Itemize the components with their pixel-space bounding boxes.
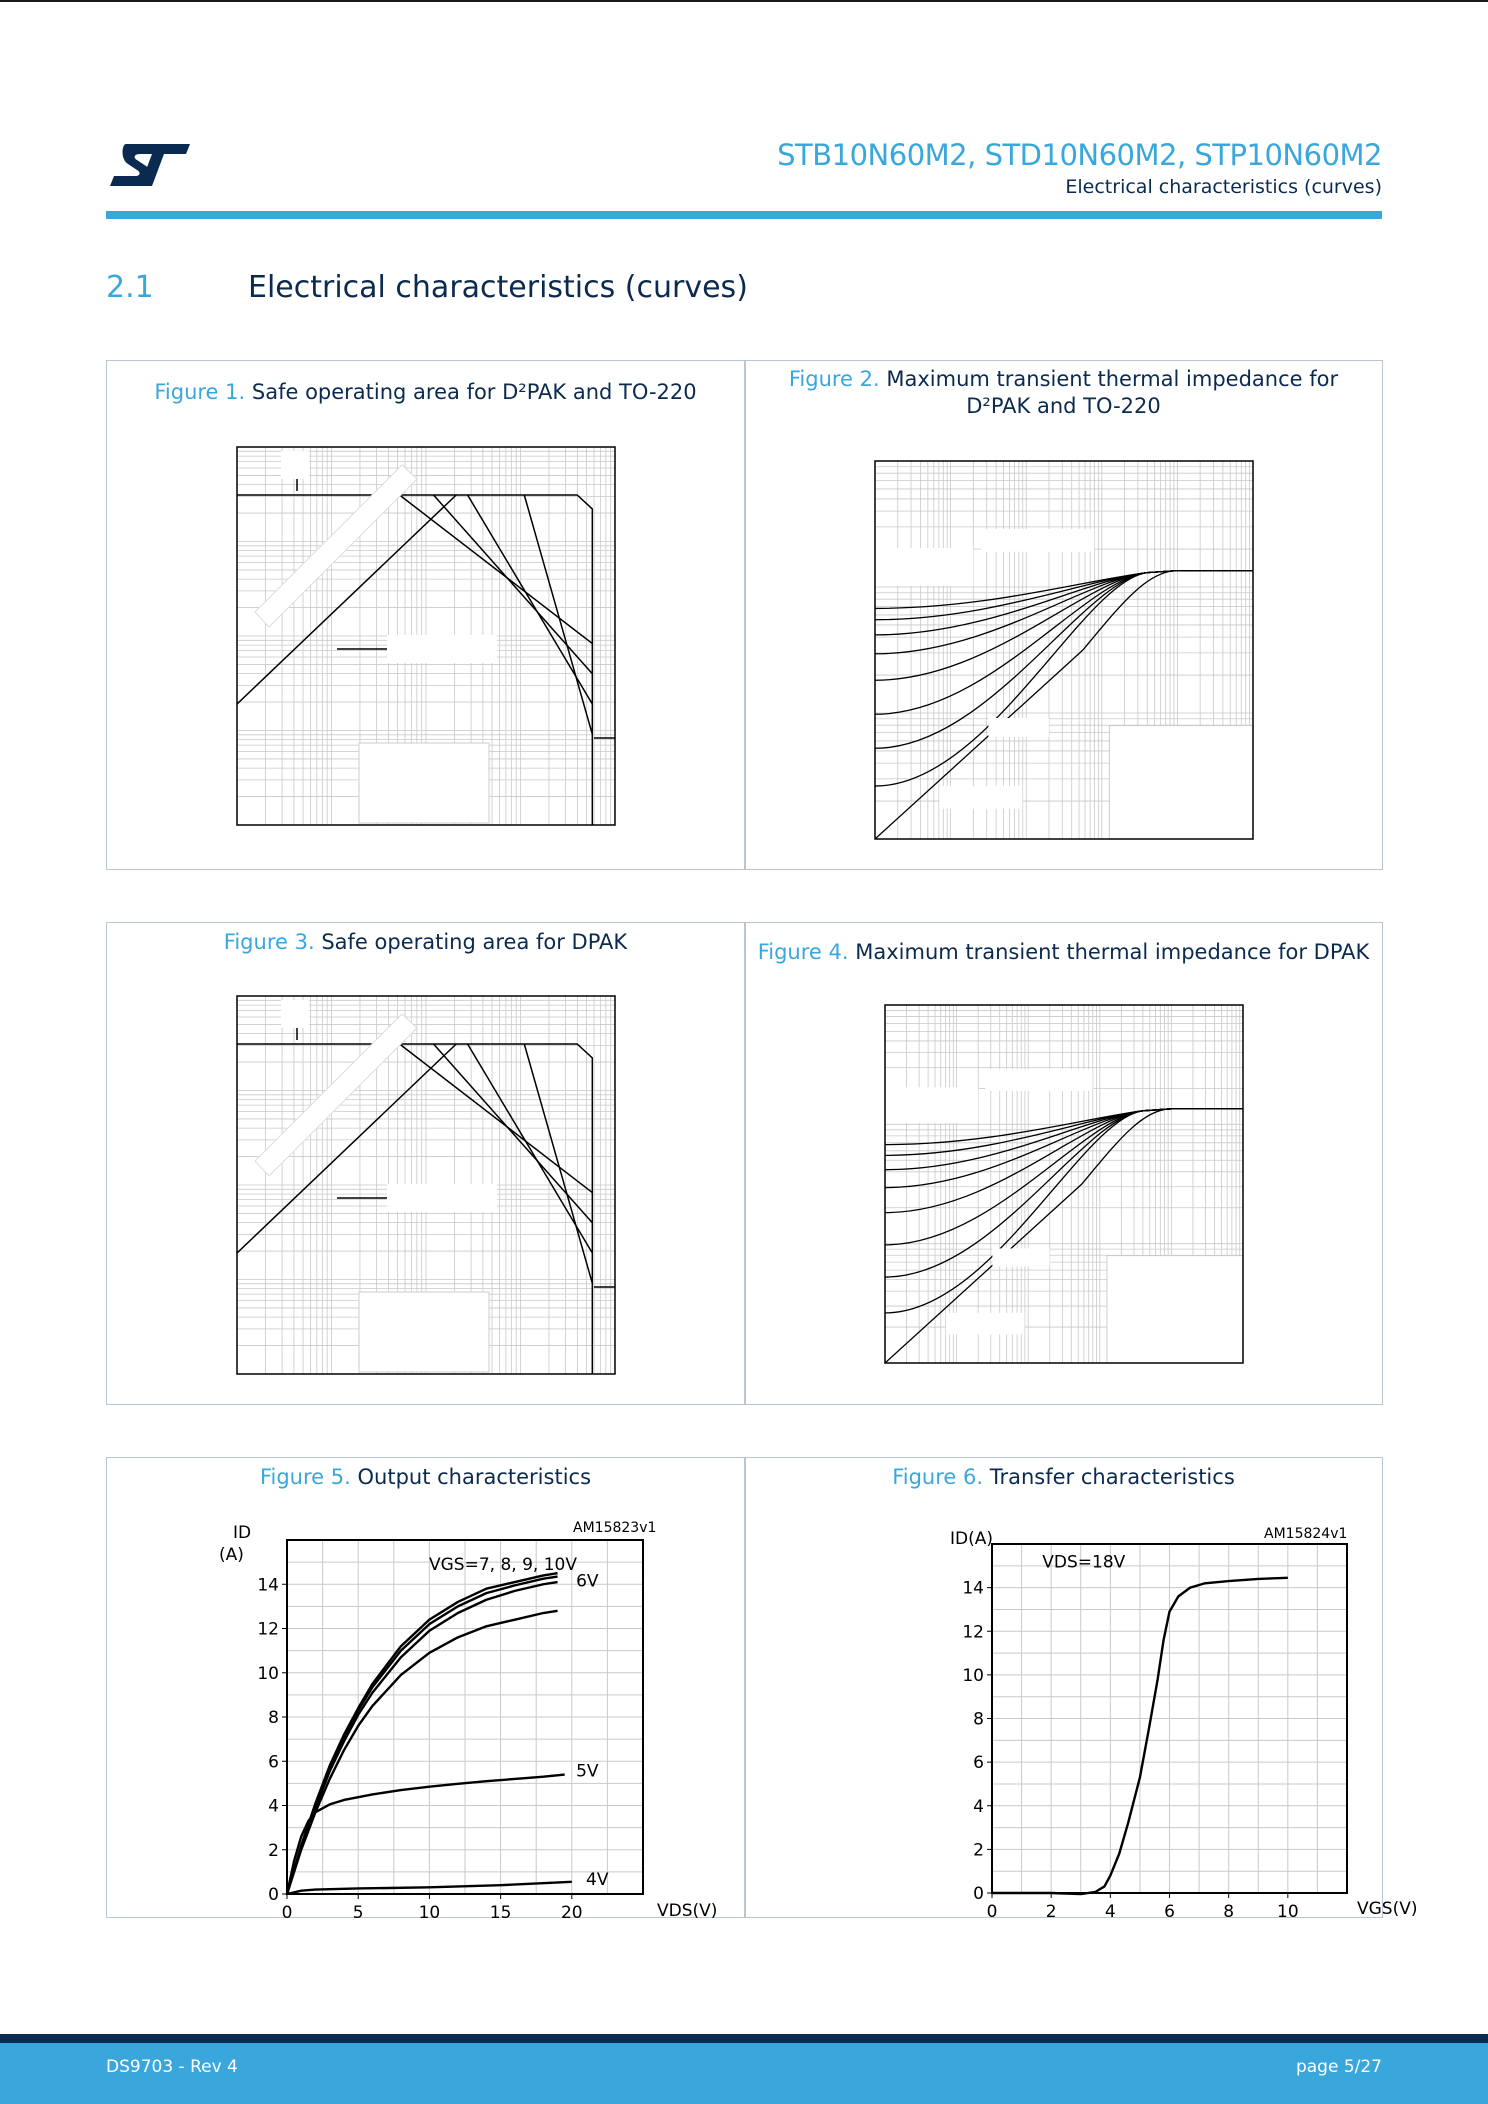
duty-cycle-curve <box>875 571 1253 749</box>
label-blank <box>387 1184 497 1212</box>
label-blank <box>281 1000 309 1028</box>
legend-blank <box>359 1292 489 1372</box>
figure-5-title: Output characteristics <box>357 1465 592 1489</box>
y-tick-label: 2 <box>268 1840 279 1861</box>
x-tick-label: 4 <box>1104 1902 1116 1922</box>
pulse-legend-box <box>1109 726 1253 839</box>
y-axis-label: ID <box>233 1523 252 1543</box>
pulse-limit-line <box>468 495 593 704</box>
figure-4-zth-plot <box>885 1005 1243 1363</box>
y-tick-label: 10 <box>257 1663 279 1684</box>
y-axis-label: ID(A) <box>950 1529 993 1549</box>
series-line-9V <box>287 1577 558 1894</box>
x-tick-label: 0 <box>281 1903 293 1923</box>
st-logo-icon <box>106 140 190 190</box>
chart-grid <box>287 1540 643 1894</box>
pulse-limit-line <box>468 1044 593 1253</box>
x-tick-label: 2 <box>1045 1902 1057 1922</box>
figure-divider <box>744 923 746 1404</box>
y-tick-label: 2 <box>973 1840 984 1861</box>
figure-6-caption <box>745 1464 1382 1491</box>
figure-4-title: Maximum transient thermal impedance for DPAK <box>855 940 1370 964</box>
figure-2-title-line1: Maximum transient thermal impedance for <box>886 367 1339 391</box>
figure-4-caption <box>745 939 1382 966</box>
series-label: 5V <box>576 1761 599 1782</box>
label-blank <box>387 635 497 663</box>
label-blank <box>939 786 1022 809</box>
figure-5-label: Figure 5. <box>259 1465 351 1489</box>
legend-blank <box>359 743 489 823</box>
label-blank <box>985 1069 1092 1090</box>
chart-code: AM15824v1 <box>1264 1526 1348 1542</box>
label-blank <box>885 1087 978 1123</box>
figure-6-title: Transfer characteristics <box>989 1465 1235 1489</box>
top-border-line <box>0 0 1488 2</box>
series-label: 4V <box>586 1869 609 1890</box>
y-tick-label: 8 <box>268 1708 279 1728</box>
duty-cycle-curve <box>885 1109 1243 1277</box>
y-tick-label: 6 <box>268 1752 279 1773</box>
document-title: STB10N60M2, STD10N60M2, STP10N60M2 <box>777 138 1382 172</box>
figure-6-label: Figure 6. <box>892 1465 984 1489</box>
footer-band <box>0 2034 1488 2043</box>
figure-2-title-line2: D²PAK and TO-220 <box>966 394 1161 418</box>
figure-1-label: Figure 1. <box>154 380 246 404</box>
y-tick-label: 4 <box>973 1796 984 1817</box>
figure-divider <box>744 361 746 869</box>
y-tick-label: 0 <box>973 1884 984 1904</box>
chart-code: AM15823v1 <box>573 1520 657 1536</box>
pulse-limit-line <box>400 495 593 644</box>
y-tick-label: 12 <box>962 1622 984 1643</box>
y-tick-label: 8 <box>973 1709 984 1730</box>
pulse-limit-line <box>524 1044 592 1283</box>
chart-grid <box>992 1544 1347 1893</box>
document-subtitle: Electrical characteristics (curves) <box>1065 176 1382 198</box>
x-tick-label: 10 <box>418 1903 441 1923</box>
figure-1-title: Safe operating area for D²PAK and TO-220 <box>251 380 697 404</box>
figure-2-zth-plot <box>875 461 1253 839</box>
figure-3-title: Safe operating area for DPAK <box>321 930 628 954</box>
pulse-legend-box <box>1107 1256 1243 1363</box>
x-axis-label: VDS(V) <box>657 1901 718 1921</box>
x-tick-label: 20 <box>560 1903 583 1923</box>
y-tick-label: 0 <box>268 1885 279 1905</box>
label-blank <box>988 718 1048 737</box>
y-tick-label: 10 <box>962 1665 984 1686</box>
label-blank <box>946 1313 1025 1334</box>
pulse-limit-line <box>524 495 592 734</box>
figure-2-label: Figure 2. <box>788 367 880 391</box>
x-tick-label: 6 <box>1164 1902 1175 1922</box>
figure-5-caption <box>107 1464 744 1491</box>
y-tick-label: 14 <box>962 1578 984 1599</box>
x-tick-label: 8 <box>1223 1902 1235 1922</box>
y-tick-label: 12 <box>257 1619 279 1640</box>
figure-divider <box>744 1458 746 1917</box>
label-blank <box>992 1248 1049 1266</box>
x-axis-label: VGS(V) <box>1357 1899 1418 1919</box>
x-tick-label: 5 <box>352 1903 364 1923</box>
vds-annotation: VDS=18V <box>1042 1552 1126 1573</box>
figure-3-label: Figure 3. <box>223 930 315 954</box>
label-blank <box>981 529 1094 552</box>
figure-1-soa-plot <box>237 447 615 825</box>
label-blank <box>281 451 309 479</box>
series-line-10V <box>287 1573 558 1894</box>
figure-3-caption <box>107 929 744 956</box>
figure-row-2 <box>106 922 1383 1405</box>
y-tick-label: 14 <box>257 1575 279 1596</box>
figure-2-caption <box>745 366 1382 420</box>
pulse-limit-line <box>400 1044 593 1193</box>
y-tick-label: 6 <box>973 1753 984 1774</box>
figure-5-output-chart <box>177 1508 718 1923</box>
section-number: 2.1 <box>106 270 154 305</box>
y-tick-label: 4 <box>268 1796 279 1817</box>
vgs-annotation: VGS=7, 8, 9, 10V <box>429 1555 577 1575</box>
label-blank <box>875 548 973 586</box>
series-line-5V <box>287 1775 565 1894</box>
x-tick-label: 0 <box>986 1902 998 1922</box>
footer-doc-id: DS9703 - Rev 4 <box>106 2057 238 2077</box>
figure-3-soa-plot <box>237 996 615 1374</box>
figure-1-caption <box>107 379 744 406</box>
series-line-6V <box>287 1611 558 1894</box>
y-axis-unit: (A) <box>219 1545 244 1565</box>
series-label: 6V <box>576 1571 599 1592</box>
figure-row-3 <box>106 1457 1418 1923</box>
section-title: Electrical characteristics (curves) <box>248 270 748 305</box>
header-rule <box>106 211 1382 219</box>
x-tick-label: 10 <box>1277 1902 1299 1922</box>
x-tick-label: 15 <box>489 1903 512 1923</box>
figure-row-1 <box>106 360 1383 870</box>
footer-page-number: page 5/27 <box>1295 2057 1382 2077</box>
figure-6-transfer-chart <box>812 1508 1418 1922</box>
figure-4-label: Figure 4. <box>757 940 849 964</box>
